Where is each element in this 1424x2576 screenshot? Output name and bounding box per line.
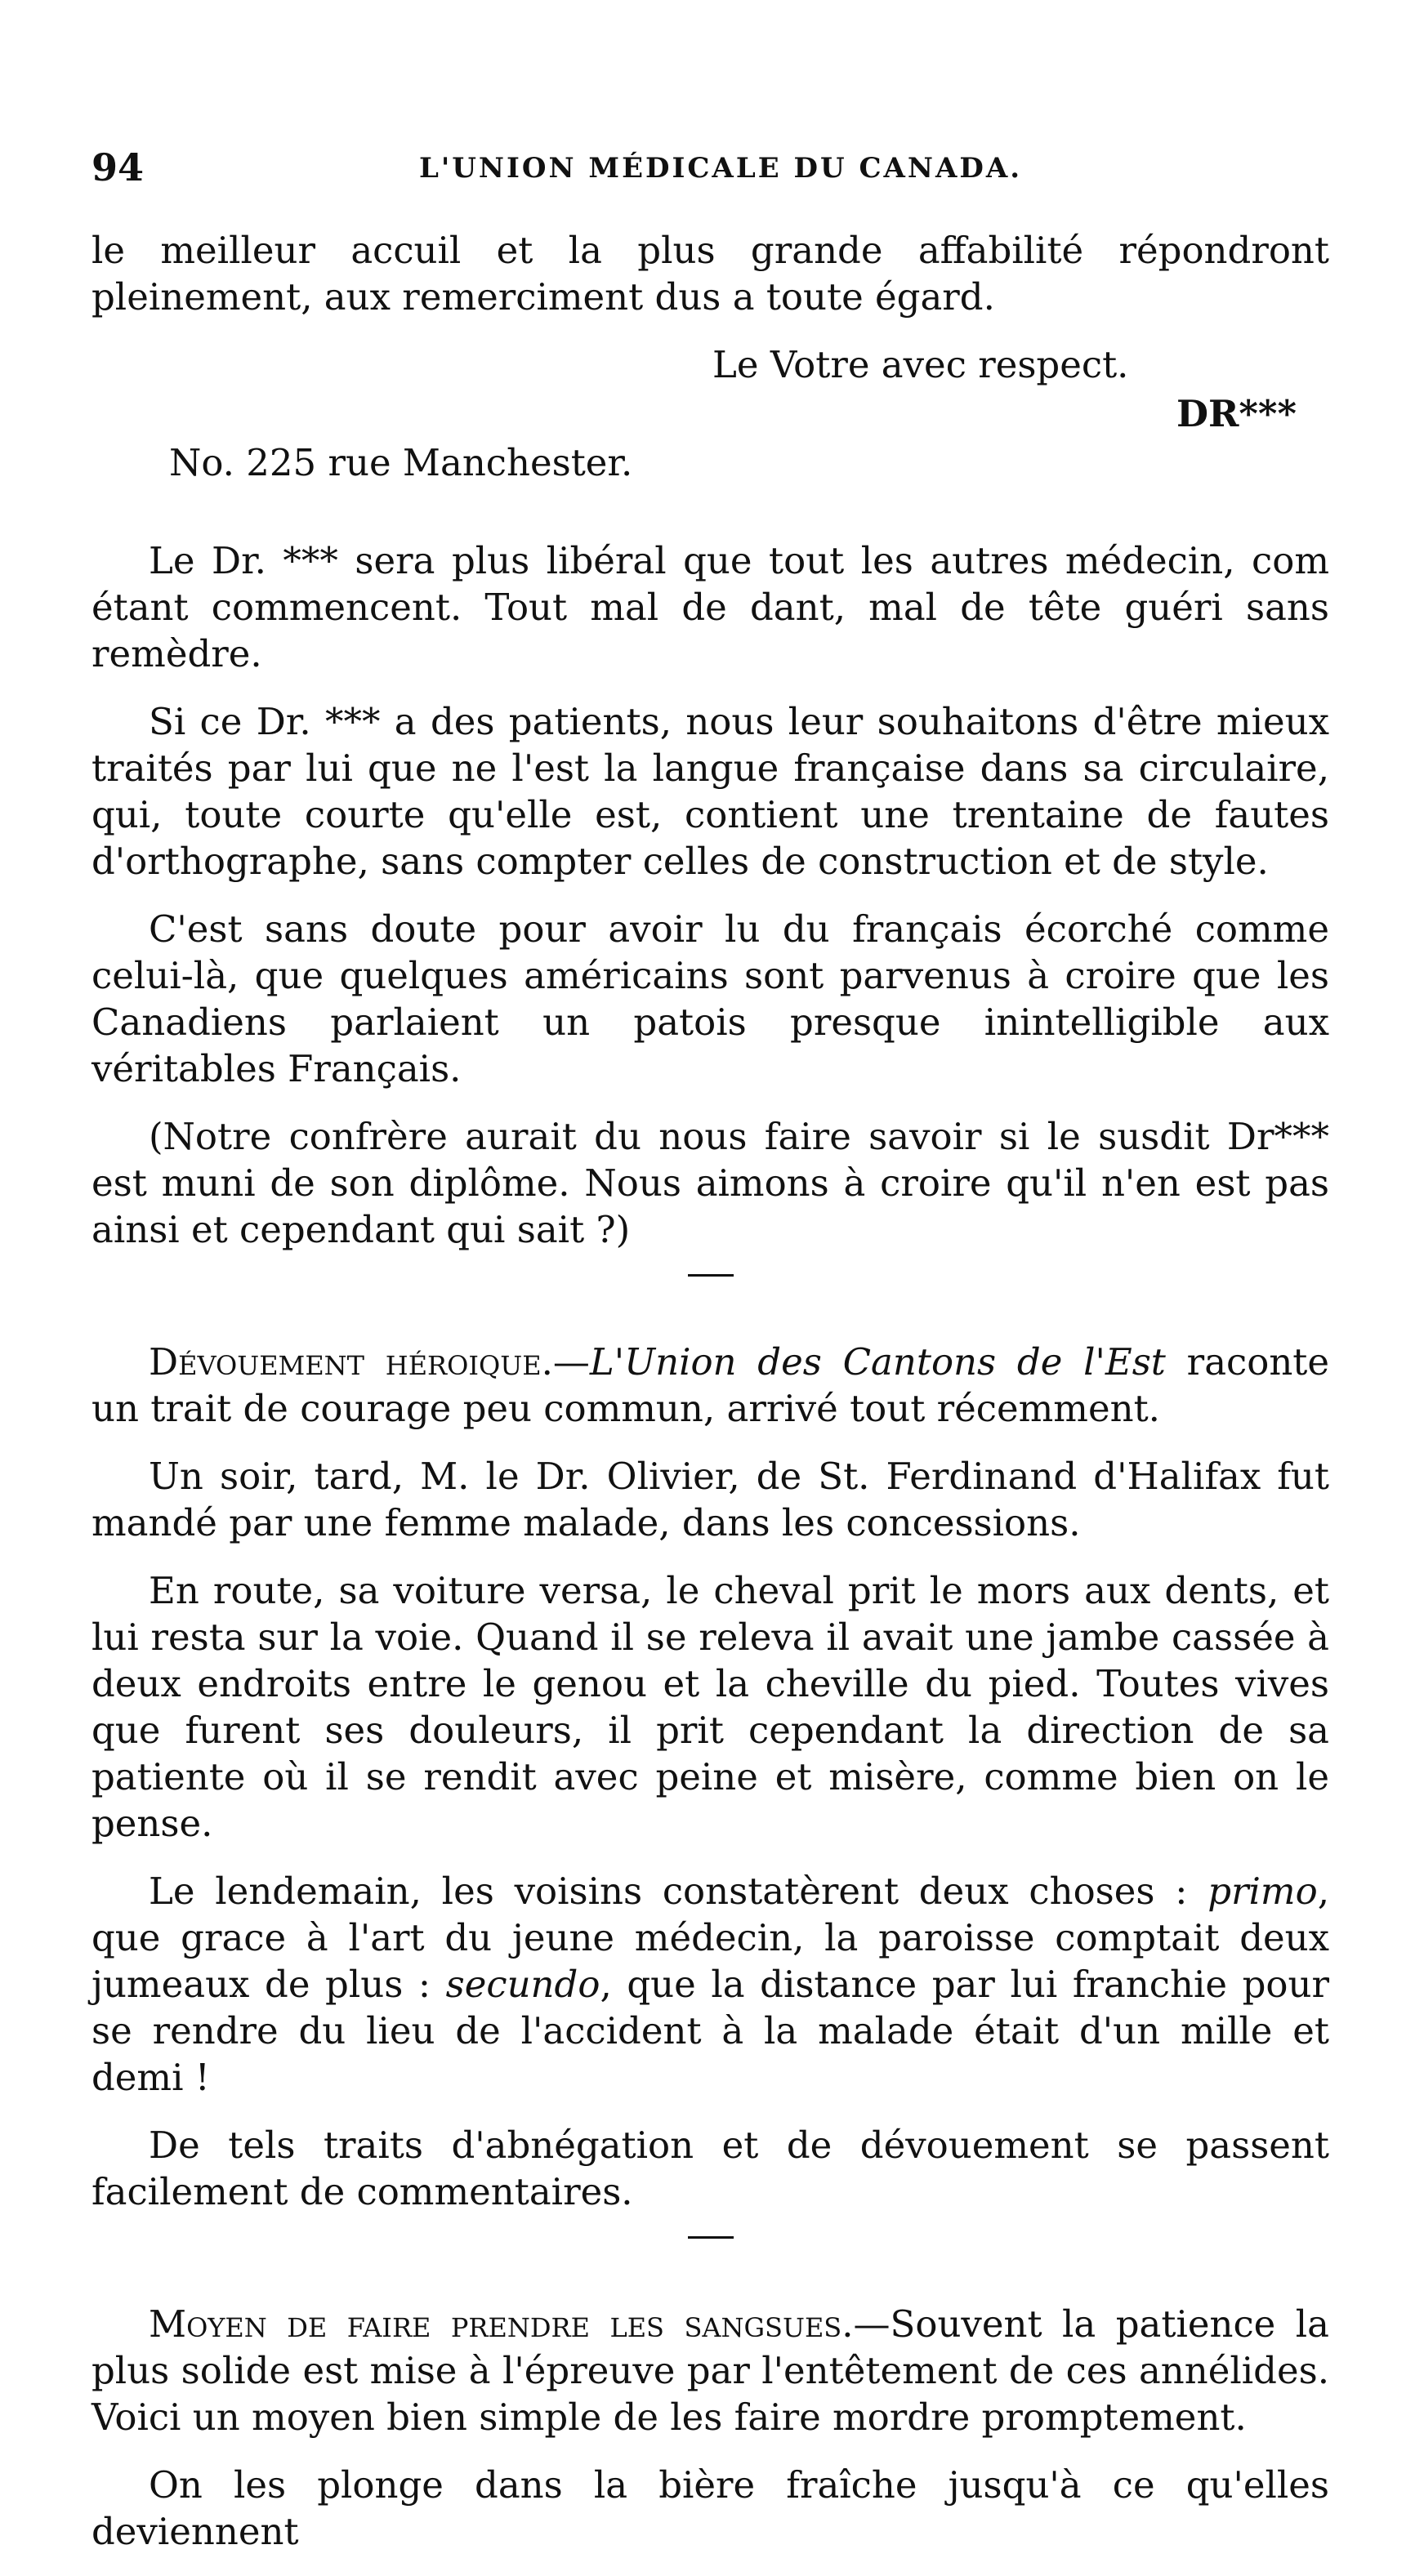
- section-divider: [688, 2236, 734, 2239]
- sangsues-last-line: On les plonge dans la bière fraîche jusqu'à ce qu'elles deviennent: [92, 2463, 1329, 2553]
- commentary-paragraph: Si ce Dr. *** a des patients, nous leur souhaitons d'être mieux traités par lui que ne l'est la langue française dans sa circulaire, qui, toute courte qu'elle est, contient une trentaine de fautes d'orthographe, sans compter celles de construction et de style.: [92, 700, 1329, 883]
- section-heading-sangsues: Moyen de faire prendre les sangsues.: [149, 2302, 854, 2346]
- lead-text: raconte un trait de courage peu commun, arrivé tout récemment.: [92, 1340, 1330, 1430]
- letter-signature-block: [92, 341, 1329, 529]
- heading-dash: —: [853, 2302, 891, 2346]
- running-title: L'UNION MÉDICALE DU CANADA.: [418, 152, 1023, 185]
- signature: DR***: [1176, 392, 1297, 435]
- italic-secundo: secundo: [445, 1963, 600, 2006]
- letter-closing-text: le meilleur accuil et la plus grande affabilité répondront pleinement, aux remerciment dus a toute égard.: [92, 229, 1329, 319]
- section-heading-devouement: Dévouement héroique.: [149, 1340, 553, 1384]
- devouement-lendemain: [92, 1868, 1329, 2101]
- page-number: 94: [92, 145, 145, 189]
- commentary-paragraph: Le Dr. *** sera plus libéral que tout les autres médecin, com étant commencent. Tout mal de dant, mal de tête guéri sans remèdre.: [92, 539, 1329, 675]
- heading-dash: —: [552, 1340, 590, 1384]
- devouement-lead: [92, 1339, 1329, 1432]
- devouement-closing: De tels traits d'abnégation et de dévouement se passent facilement de commentaires.: [92, 2124, 1329, 2213]
- sangsues-lead: [92, 2301, 1329, 2440]
- commentary-paragraph: C'est sans doute pour avoir lu du français écorché comme celui-là, que quelques américains sont parvenus à croire que les Canadiens parlaient un patois presque inintelligible aux véritables Français.: [92, 907, 1329, 1090]
- section-divider: [688, 1274, 734, 1277]
- commentary-paragraph: (Notre confrère aurait du nous faire savoir si le susdit Dr*** est muni de son diplôme. Nous aimons à croire qu'il n'en est pas ainsi et cependant qui sait ?): [92, 1115, 1329, 1251]
- source-title: L'Union des Cantons de l'Est: [589, 1340, 1166, 1384]
- page-header: [92, 145, 1350, 194]
- sign-off: Le Votre avec respect.: [712, 343, 1129, 386]
- text-run: Le lendemain, les voisins constatèrent deux choses :: [149, 1870, 1208, 1913]
- lead-text: Souvent la patience la plus solide est mise à l'épreuve par l'entêtement de ces annélides. Voici un moyen bien simple de les faire mordre promptement.: [92, 2302, 1329, 2439]
- page-body: [92, 227, 1329, 2576]
- text-run: , que la distance par lui franchie pour se rendre du lieu de l'accident à la malade était d'un mille et demi !: [92, 1963, 1329, 2099]
- text-run: , que grace à l'art du jeune médecin, la paroisse comptait deux jumeaux de plus :: [92, 1870, 1329, 2006]
- italic-primo: primo: [1207, 1870, 1318, 1913]
- devouement-paragraph: En route, sa voiture versa, le cheval prit le mors aux dents, et lui resta sur la voie. Quand il se releva il avait une jambe cassée à deux endroits entre le genou et la cheville du pied. Toutes vives que furent ses douleurs, il prit cependant la direction de sa patiente où il se rendit avec peine et misère, comme bien on le pense.: [92, 1569, 1329, 1845]
- devouement-paragraph: Un soir, tard, M. le Dr. Olivier, de St. Ferdinand d'Halifax fut mandé par une femme malade, dans les concessions.: [92, 1455, 1329, 1544]
- address: No. 225 rue Manchester.: [169, 441, 633, 484]
